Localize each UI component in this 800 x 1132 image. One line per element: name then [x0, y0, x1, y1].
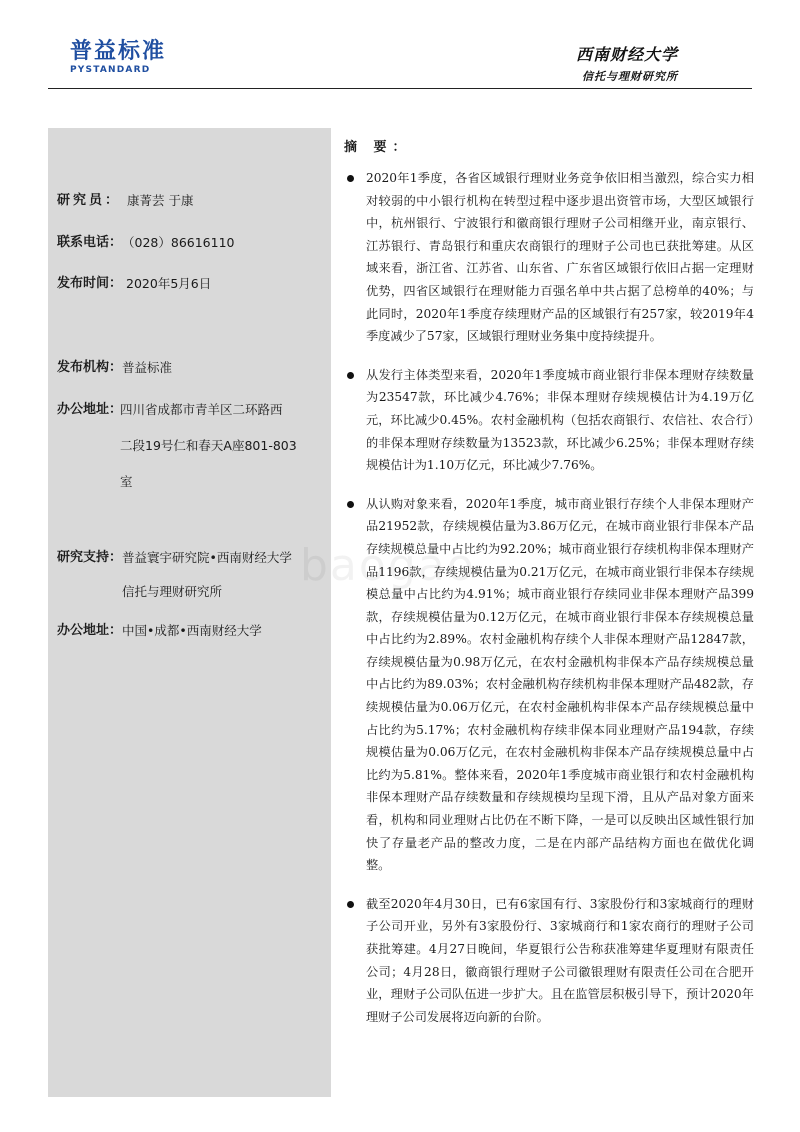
org-label: 发布机构： [57, 360, 123, 375]
info-sidebar [48, 128, 331, 1097]
address2-row [57, 616, 325, 646]
university-name: 西南财经大学 [575, 45, 678, 64]
address-line-2: 二段19号仁和春天A座801-803 [120, 438, 297, 453]
address2-label: 办公地址： [57, 623, 123, 638]
bullet-dot-icon [347, 175, 354, 182]
org-row [57, 353, 325, 383]
date-label: 发布时间： [57, 276, 123, 291]
support-label: 研究支持： [57, 550, 123, 565]
address-label: 办公地址： [57, 402, 123, 417]
institute-name: 信托与理财研究所 [582, 70, 678, 83]
researcher-value: 康菁芸 于康 [127, 193, 194, 208]
org-value: 普益标准 [122, 360, 173, 375]
address-line-1: 四川省成都市青羊区二环路西 [120, 402, 283, 417]
abstract-bullet [344, 893, 754, 1029]
brand-name-en: PYSTANDARD [70, 65, 151, 75]
date-row [57, 269, 325, 299]
abstract-bullet [344, 167, 754, 348]
abstract-section [344, 136, 754, 1044]
brand-name-cn: 普益标准 [70, 39, 167, 64]
abstract-bullet [344, 493, 754, 877]
header-divider [48, 88, 752, 89]
bullet-text: 从认购对象来看，2020年1季度，城市商业银行存续个人非保本理财产品21952款，存续规模估量为3.86万亿元，在城市商业银行非保本产品存续规模总量中占比约为92.20%；城市商业银行存续机构非保本理财产品1196款，存续规模估量为0.21万亿元，在城市商业银行非保本存续规模总量中占比约为4.91%；城市商业银行存续同业非保本理财产品399款，存续规模估量为0.12万亿元，在城市商业银行非保本存续规模总量中占比约为2.89%。农村金融机构存续个人非保本理财产品12847款，存续规模估量为0.98万亿元，在农村金融机构非保本产品存续规模总量中占比约为89.03%；农村金融机构存续机构非保本理财产品482款，存续规模估量为0.06万亿元，在农村金融机构非保本产品存续规模总量中占比约为5.17%；农村金融机构存续非保本同业理财产品194款，存续规模估量为0.06万亿元，在农村金融机构非保本产品存续规模总量中占比约为5.81%。整体来看，2020年1季度城市商业银行和农村金融机构非保本理财产品存续数量和存续规模均呈现下滑，且从产品对象方面来看，机构和同业理财占比仍在不断下降，一是可以反映出区域性银行加快了存量老产品的整改力度，二是在内部产品结构方面也在做优化调整。 [366, 496, 754, 873]
watermark: baogao [300, 540, 476, 591]
university-logo [576, 42, 678, 84]
address2-value: 中国•成都•西南财经大学 [122, 623, 262, 638]
phone-label: 联系电话： [57, 235, 123, 250]
bullet-text: 截至2020年4月30日，已有6家国有行、3家股份行和3家城商行的理财子公司开业，另外有3家股份行、3家城商行和1家农商行的理财子公司获批筹建。4月27日晚间，华夏银行公告称获准筹建华夏理财有限责任公司；4月28日，徽商银行理财子公司徽银理财有限责任公司在合肥开业，理财子公司队伍进一步扩大。且在监管层积极引导下，预计2020年理财子公司发展将迈向新的台阶。 [366, 896, 754, 1024]
abstract-title: 摘 要： [344, 140, 412, 155]
support-line-1: 普益寰宇研究院•西南财经大学 [122, 550, 292, 565]
phone-value: （028）86616110 [122, 235, 235, 250]
bullet-dot-icon [347, 901, 354, 908]
bullet-text: 从发行主体类型来看，2020年1季度城市商业银行非保本理财存续数量为23547款，环比减少4.76%；非保本理财存续规模估计为4.19万亿元，环比减少0.45%。农村金融机构（包括农商银行、农信社、农合行）的非保本理财存续数量为13523款，环比减少6.25%；非保本理财存续规模估计为1.10万亿元，环比减少7.76%。 [366, 367, 754, 473]
researcher-label: 研究员： [57, 193, 122, 208]
address-line-3: 室 [120, 474, 133, 489]
pystandard-logo [70, 40, 166, 75]
support-block [122, 543, 292, 607]
abstract-bullet [344, 364, 754, 477]
address-row [57, 395, 325, 497]
phone-row [57, 228, 325, 258]
support-line-2: 信托与理财研究所 [122, 584, 223, 599]
researcher-row [57, 186, 325, 216]
bullet-text: 2020年1季度，各省区域银行理财业务竞争依旧相当激烈，综合实力相对较弱的中小银行机构在转型过程中逐步退出资管市场，大型区域银行中，杭州银行、宁波银行和徽商银行理财子公司相继开业，南京银行、江苏银行、青岛银行和重庆农商银行的理财子公司也已获批筹建。从区域来看，浙江省、江苏省、山东省、广东省区域银行依旧占据一定理财优势，四省区域银行在理财能力百强名单中共占据了总榜单的40%；与此同时，2020年1季度存续理财产品的区域银行有257家，较2019年4季度减少了57家，区域银行理财业务集中度持续提升。 [366, 171, 754, 344]
bullet-dot-icon [347, 501, 354, 508]
support-row [57, 543, 325, 607]
address-block [120, 395, 297, 497]
date-value: 2020年5月6日 [126, 276, 212, 291]
bullet-dot-icon [347, 372, 354, 379]
